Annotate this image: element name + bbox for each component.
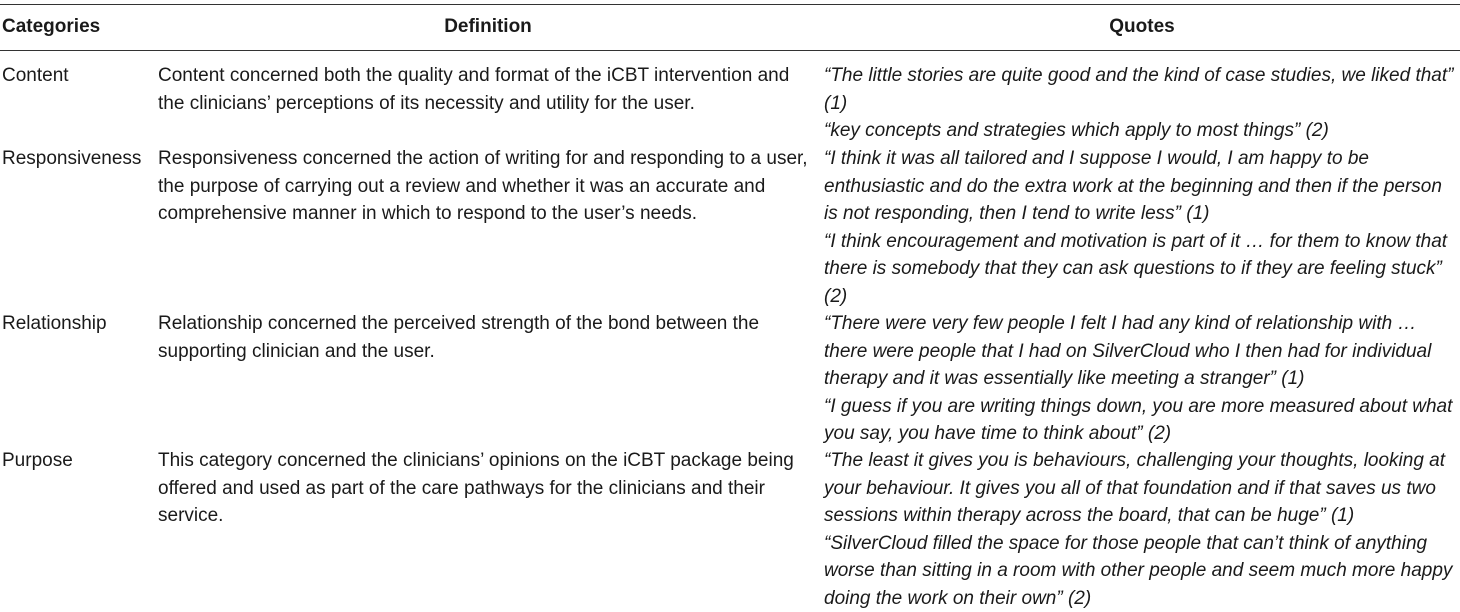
quotes-cell: [824, 145, 1456, 310]
header-quotes: Quotes: [824, 14, 1460, 40]
quote: “SilverCloud filled the space for those people that can’t think of anything worse than sitting in a room with other people and seem much more happy doing the work on their own” (2): [824, 530, 1456, 612]
quotes-cell: [824, 62, 1456, 145]
quote: “The least it gives you is behaviours, challenging your thoughts, looking at your behaviour. It gives you all of that foundation and if that saves us two sessions within therapy across the board, that can be huge” (1): [824, 447, 1456, 530]
quote: “There were very few people I felt I had any kind of relationship with … there were people that I had on SilverCloud who I then had for individual therapy and it was essentially like meeting a stranger” (1): [824, 310, 1456, 393]
table-top-rule: [0, 4, 1460, 5]
header-categories: Categories: [2, 14, 100, 40]
quote: “I think encouragement and motivation is part of it … for them to know that there is somebody that they can ask questions to if they are feeling stuck” (2): [824, 228, 1456, 311]
quote: “The little stories are quite good and the kind of case studies, we liked that” (1): [824, 62, 1456, 117]
quotes-cell: [824, 447, 1456, 612]
quotes-cell: [824, 310, 1456, 448]
definition-cell: Relationship concerned the perceived strength of the bond between the supporting clinician and the user.: [158, 310, 818, 365]
definition-cell: Content concerned both the quality and format of the iCBT intervention and the clinicians’ perceptions of its necessity and utility for the user.: [158, 62, 818, 117]
category-cell: Purpose: [2, 447, 73, 475]
definition-cell: This category concerned the clinicians’ opinions on the iCBT package being offered and used as part of the care pathways for the clinicians and their service.: [158, 447, 818, 530]
category-cell: Relationship: [2, 310, 107, 338]
quote: “I guess if you are writing things down, you are more measured about what you say, you have time to think about” (2): [824, 393, 1456, 448]
category-cell: Content: [2, 62, 69, 90]
header-definition: Definition: [158, 14, 818, 40]
header-bottom-rule: [0, 50, 1460, 51]
quote: “I think it was all tailored and I suppose I would, I am happy to be enthusiastic and do the extra work at the beginning and then if the person is not responding, then I tend to write less” (1): [824, 145, 1456, 228]
definition-cell: Responsiveness concerned the action of writing for and responding to a user, the purpose of carrying out a review and whether it was an accurate and comprehensive manner in which to respond to the user’s needs.: [158, 145, 818, 228]
quote: “key concepts and strategies which apply to most things” (2): [824, 117, 1456, 145]
category-cell: Responsiveness: [2, 145, 141, 173]
